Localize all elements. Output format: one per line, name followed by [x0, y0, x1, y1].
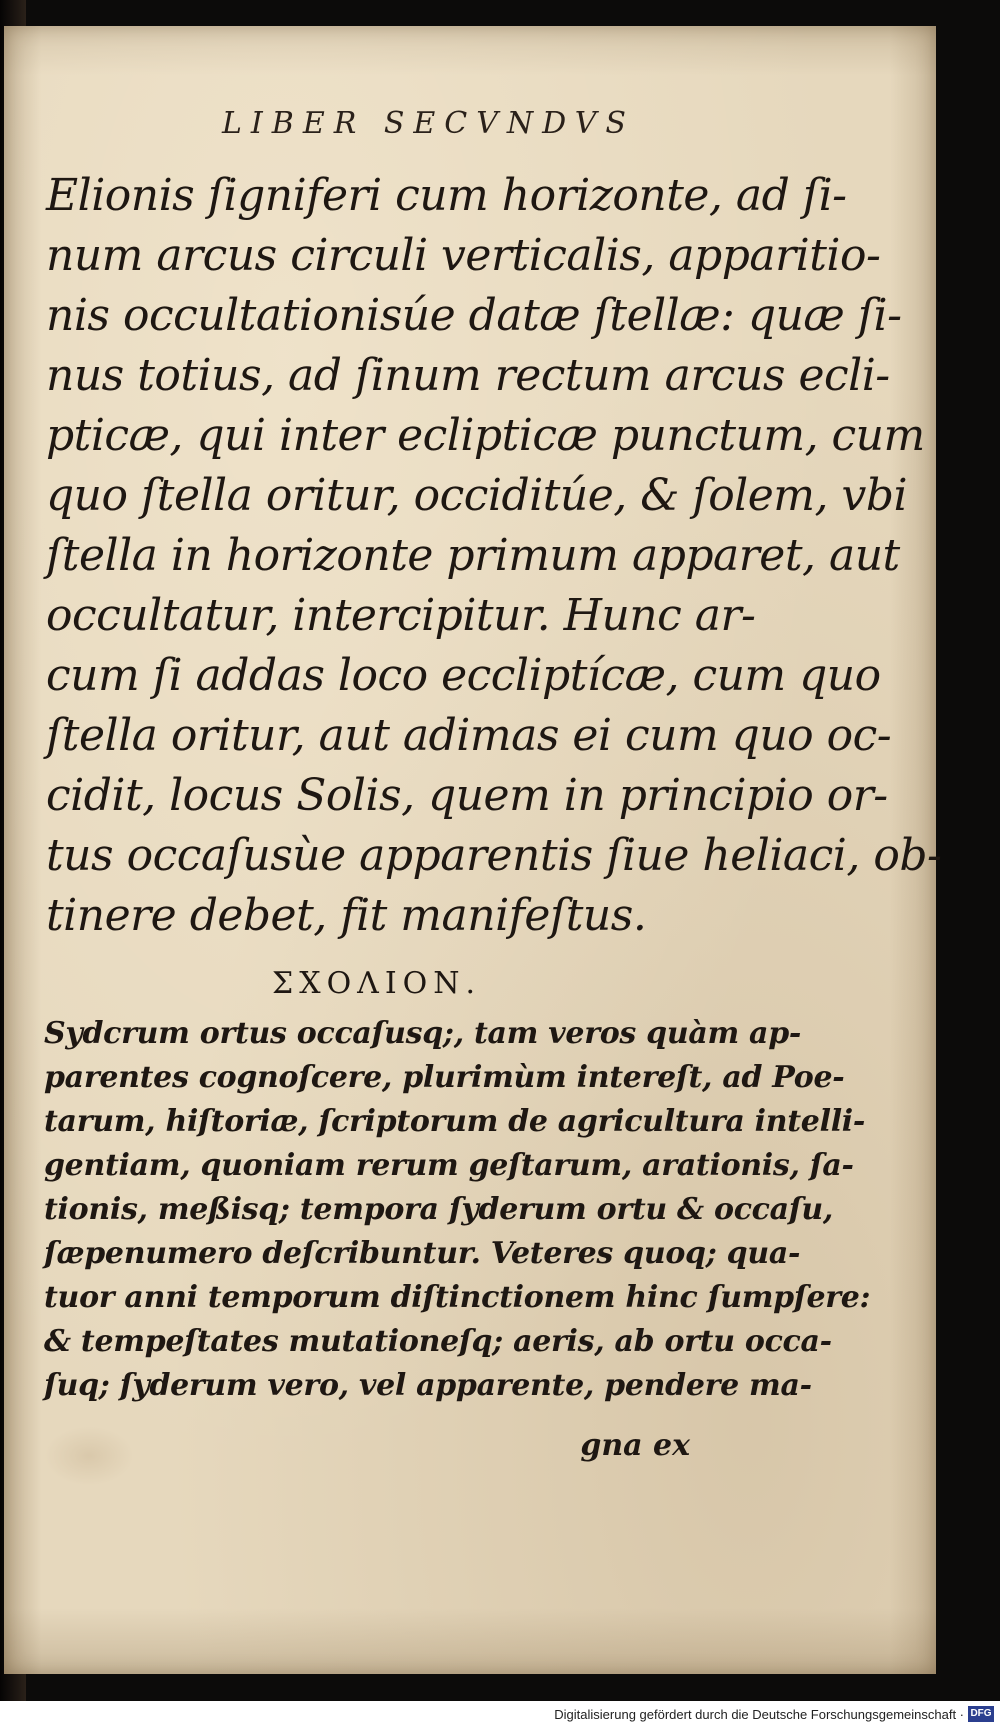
- dfg-logo: DFG: [968, 1706, 994, 1722]
- book-page: [4, 26, 942, 1674]
- scholion-text-line: parentes cognoſcere, plurimùm intereſt, ad Poe-: [44, 1060, 845, 1095]
- scholion-text-line: ſuq; ſyderum vero, vel apparente, pendere ma-: [44, 1368, 812, 1403]
- main-text-line: nus totius, ad ſinum rectum arcus ecli-: [46, 350, 890, 401]
- main-text-line: cidit, locus Solis, quem in principio or-: [46, 770, 888, 821]
- paper-stain: [44, 1426, 134, 1486]
- main-text-line: tinere debet, fit manifeſtus.: [46, 890, 647, 941]
- scholion-text-line: tionis, meßisq; tempora ſyderum ortu & occaſu,: [44, 1192, 834, 1227]
- main-text-line: nis occultationisúe datæ ſtellæ: quæ ſi-: [46, 290, 902, 341]
- scholion-text-line: ſæpenumero deſcribuntur. Veteres quoq; qua-: [44, 1236, 801, 1271]
- main-text-line: num arcus circuli verticalis, apparitio-: [46, 230, 881, 281]
- footer-credit-text: Digitalisierung gefördert durch die Deutsche Forschungsgemeinschaft ·: [554, 1707, 964, 1722]
- scholion-text-line: & tempeſtates mutationeſq; aeris, ab ortu occa-: [44, 1324, 832, 1359]
- main-text-line: cum ſi addas loco eccliptícæ, cum quo: [46, 650, 881, 701]
- catchword: gna ex: [580, 1428, 690, 1463]
- running-head: LIBER SECVNDVS: [222, 106, 635, 141]
- scholion-text-line: tuor anni temporum diſtinctionem hinc ſumpſere:: [44, 1280, 871, 1315]
- scholion-text-line: tarum, hiſtoriæ, ſcriptorum de agricultura intelli-: [44, 1104, 866, 1139]
- main-text-line: tus occaſusùe apparentis ſiue heliaci, ob-: [46, 830, 942, 881]
- digitization-footer: [0, 1701, 1000, 1729]
- scholion-heading: ΣΧΟΛΙΟΝ.: [272, 966, 482, 1001]
- main-text-line: occultatur, intercipitur. Hunc ar-: [46, 590, 756, 641]
- main-text-line: quo ſtella oritur, occiditúe, & ſolem, vbi: [46, 470, 908, 521]
- scholion-text-line: gentiam, quoniam rerum geſtarum, arationis, ſa-: [44, 1148, 854, 1183]
- scholion-text-line: Sydcrum ortus occaſusq;, tam veros quàm ap-: [44, 1016, 802, 1051]
- main-text-line: ſtella oritur, aut adimas ei cum quo oc-: [46, 710, 892, 761]
- main-text-line: pticæ, qui inter eclipticæ punctum, cum: [46, 410, 925, 461]
- main-text-line: ſtella in horizonte primum apparet, aut: [46, 530, 900, 581]
- main-text-line: Elionis ſigniferi cum horizonte, ad ſi-: [46, 170, 847, 221]
